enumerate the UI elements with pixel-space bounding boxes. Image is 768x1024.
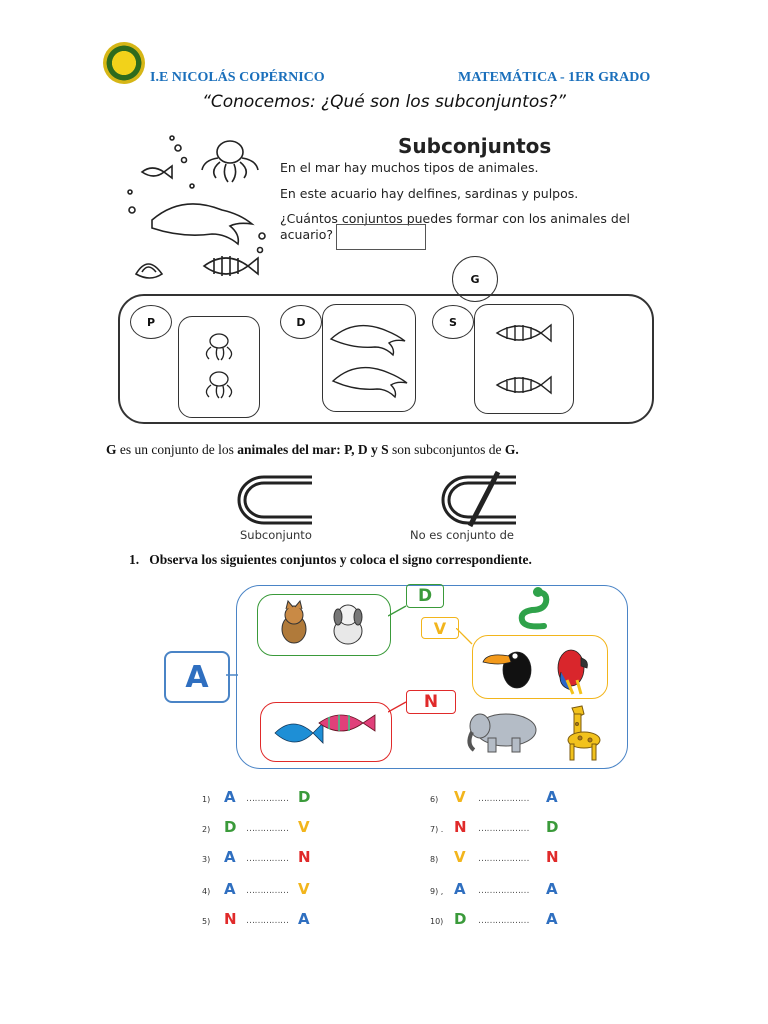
exercise-row-right-set: A: [546, 880, 558, 898]
exercise-row-right-set: A: [546, 910, 558, 928]
exercise-row: [202, 788, 372, 810]
set-d-tag: D: [406, 584, 444, 608]
set-d-box: [322, 304, 416, 412]
exercise-row-right-set: A: [298, 910, 310, 928]
exercise-row-blank[interactable]: ………………: [478, 824, 529, 834]
exercise-row-right-set: V: [298, 880, 310, 898]
exercise-row-left-set: A: [454, 880, 466, 898]
connector-d: [388, 604, 408, 618]
fish-pair-icon: [261, 703, 389, 759]
set-n-tag: N: [406, 690, 456, 714]
set-d-group: [257, 594, 391, 656]
school-logo: [103, 42, 145, 84]
exercise-row-number: 6): [430, 795, 439, 804]
exercise-row-left-set: V: [454, 788, 466, 806]
dolphin-pair-icon: [323, 305, 415, 411]
subset-label: Subconjunto: [240, 528, 312, 542]
exercise-row-right-set: V: [298, 818, 310, 836]
octopus-pair-icon: [179, 317, 259, 417]
set-n-group: [260, 702, 392, 762]
exercise-row-number: 7) .: [430, 825, 444, 834]
elephant-icon: [462, 708, 542, 754]
subconjuntos-heading: Subconjuntos: [398, 134, 552, 158]
small-fish-icon: [142, 166, 172, 178]
set-g-label: G: [452, 256, 498, 302]
exercise-row-blank[interactable]: ……………: [246, 886, 289, 896]
question-line-1: ¿Cuántos conjuntos puedes formar con los animales del: [280, 211, 630, 226]
school-name: I.E NICOLÁS COPÉRNICO: [150, 70, 325, 85]
set-s-box: [474, 304, 574, 414]
exercise-row-left-set: A: [224, 788, 236, 806]
set-v-group: [472, 635, 608, 699]
sea-animals-illustration: [122, 132, 282, 292]
connector-v: [456, 628, 474, 648]
subject-grade: MATEMÁTICA - 1ER GRADO: [458, 70, 651, 85]
exercise-row-left-set: A: [224, 848, 236, 866]
exercise-row-right-set: N: [298, 848, 311, 866]
exercise-row-number: 3): [202, 855, 211, 864]
exercise-row-number: 10): [430, 917, 444, 926]
exercise-row-left-set: V: [454, 848, 466, 866]
exercise-row-number: 5): [202, 917, 211, 926]
page-title: “Conocemos: ¿Qué son los subconjuntos?”: [202, 92, 566, 112]
exercise-row-number: 1): [202, 795, 211, 804]
set-v-tag: V: [421, 617, 459, 639]
octopus-icon: [217, 141, 243, 163]
exercise-row-blank[interactable]: ………………: [478, 916, 529, 926]
set-a-label: A: [164, 651, 230, 703]
subset-symbol-icon: [234, 474, 316, 526]
exercise-text: Observa los siguientes conjuntos y coloca el signo correspondiente.: [149, 552, 532, 567]
exercise-row: [430, 848, 600, 870]
exercise-row-blank[interactable]: ……………: [246, 824, 289, 834]
exercise-row: [430, 788, 600, 810]
not-subset-label: No es conjunto de: [410, 528, 515, 542]
statement-sets: animales del mar: P, D y S: [237, 442, 389, 457]
exercise-row-blank[interactable]: ………………: [478, 886, 529, 896]
cat-and-dog-icon: [258, 595, 388, 653]
exercise-row-blank[interactable]: ……………: [246, 854, 289, 864]
set-s-label: S: [432, 305, 474, 339]
exercise-row-left-set: N: [454, 818, 467, 836]
set-d-label: D: [280, 305, 322, 339]
exercise-row: [430, 910, 600, 932]
exercise-instruction: [129, 552, 532, 568]
statement-g-end: G.: [504, 442, 519, 457]
striped-fish-icon: [204, 256, 258, 276]
exercise-row-number: 8): [430, 855, 439, 864]
exercise-row-left-set: N: [224, 910, 237, 928]
set-p-box: [178, 316, 260, 418]
exercise-row-left-set: D: [224, 818, 237, 836]
exercise-row-right-set: N: [546, 848, 559, 866]
not-subset-symbol-icon: [436, 470, 522, 528]
giraffe-icon: [556, 704, 606, 762]
exercise-row-left-set: D: [454, 910, 467, 928]
statement-text-1: es un conjunto de los: [116, 442, 238, 457]
exercise-row-left-set: A: [224, 880, 236, 898]
statement-g: G: [106, 442, 117, 457]
exercise-row-right-set: D: [298, 788, 311, 806]
exercise-row: [430, 818, 600, 840]
exercise-row-right-set: D: [546, 818, 559, 836]
sardine-pair-icon: [475, 305, 573, 413]
dolphin-icon: [152, 204, 252, 244]
statement-text-2: son subconjuntos de: [388, 442, 505, 457]
intro-line-1: En el mar hay muchos tipos de animales.: [280, 160, 539, 175]
toucan-and-parrot-icon: [473, 636, 605, 696]
exercise-row-number: 2): [202, 825, 211, 834]
set-p-label: P: [130, 305, 172, 339]
exercise-row-right-set: A: [546, 788, 558, 806]
exercise-row-blank[interactable]: ……………: [246, 794, 289, 804]
snake-icon: [516, 586, 556, 632]
shell-icon: [136, 264, 162, 278]
answer-box[interactable]: [336, 224, 426, 250]
exercise-row-blank[interactable]: ……………: [246, 916, 289, 926]
exercise-row: [430, 880, 600, 902]
subset-statement: [106, 442, 519, 458]
intro-line-2: En este acuario hay delfines, sardinas y pulpos.: [280, 186, 579, 201]
exercise-row-blank[interactable]: ………………: [478, 854, 529, 864]
exercise-row: [202, 910, 372, 932]
exercise-row: [202, 880, 372, 902]
exercise-row-number: 9) ,: [430, 887, 444, 896]
exercise-row-blank[interactable]: ………………: [478, 794, 529, 804]
exercise-row: [202, 818, 372, 840]
exercise-row: [202, 848, 372, 870]
exercise-row-number: 4): [202, 887, 211, 896]
exercise-number: 1.: [129, 552, 140, 567]
question-line-2: acuario?: [280, 227, 334, 242]
